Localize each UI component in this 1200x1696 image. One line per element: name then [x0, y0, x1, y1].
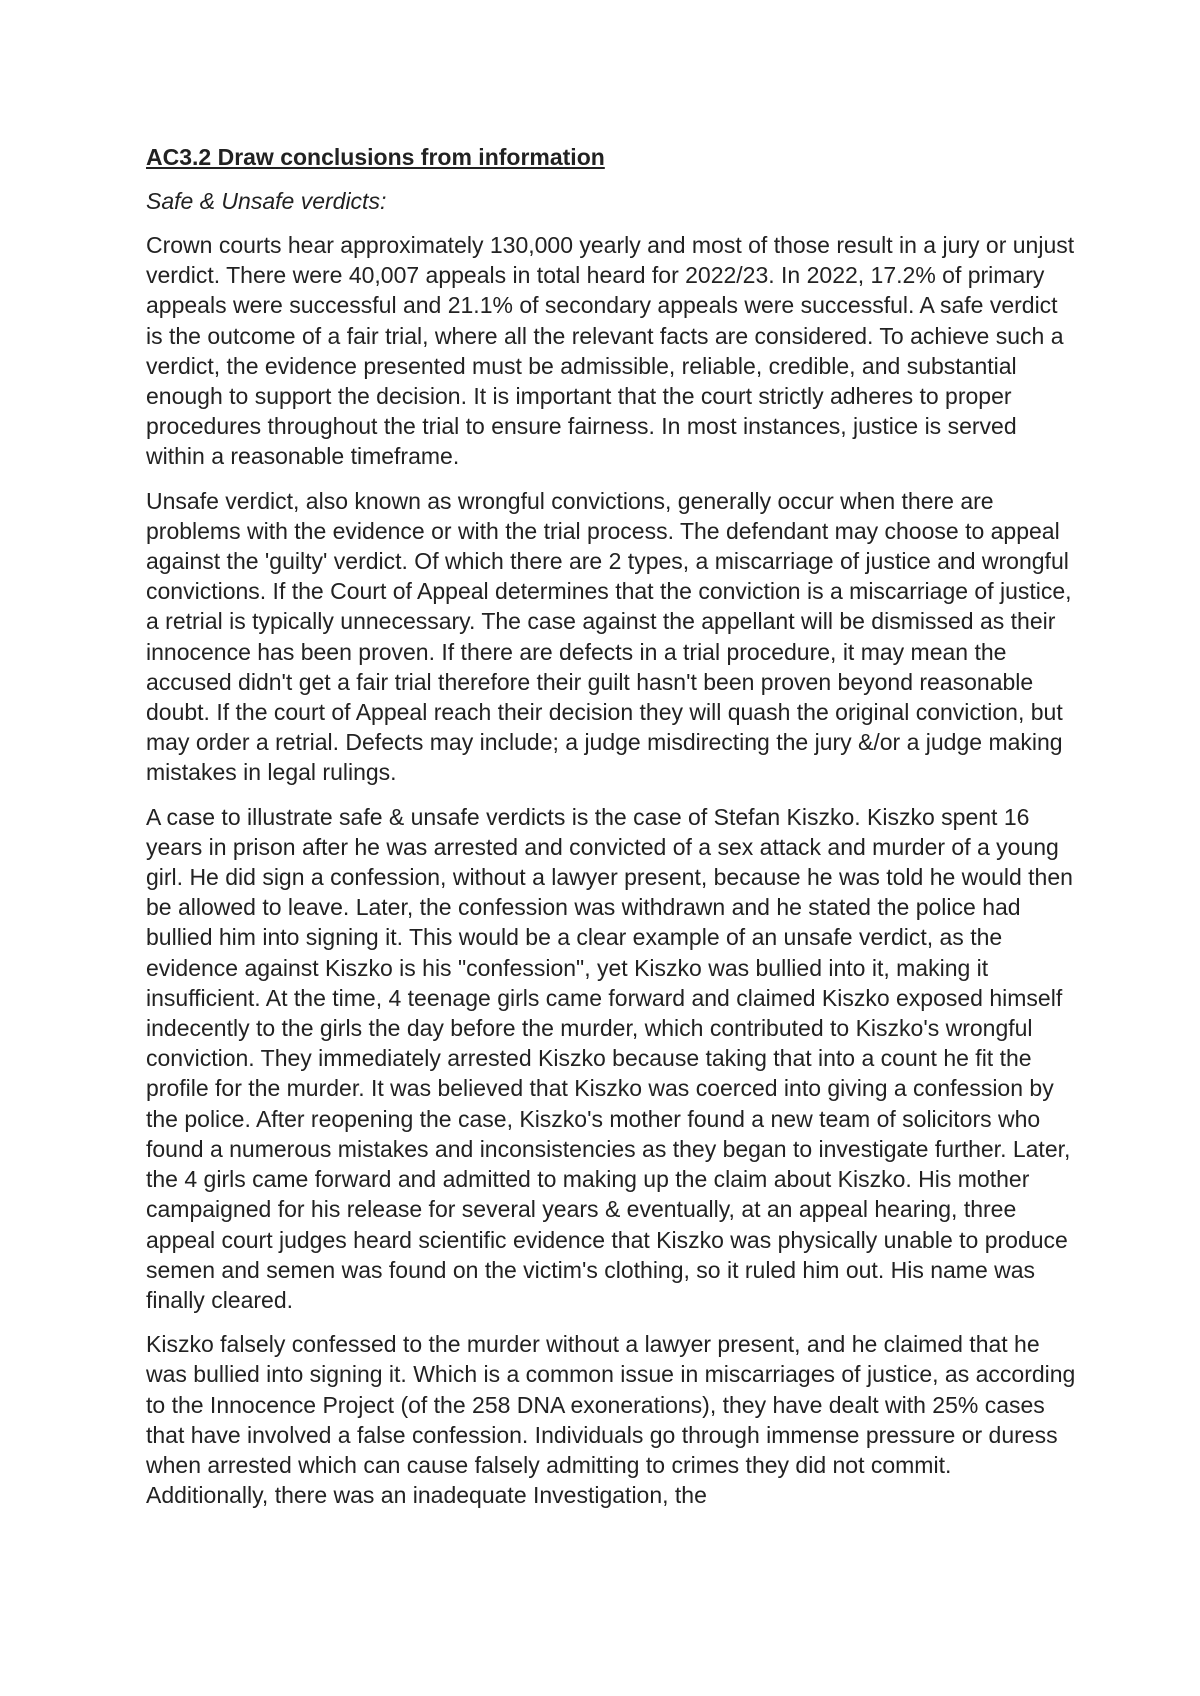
- paragraph-4: Kiszko falsely confessed to the murder without a lawyer present, and he claimed that he was bullied into signing it. Which is a common issue in miscarriages of justice, as according to the Innocence Project (of the 258 DNA exonerations), they have dealt with 25% cases that have involved a false confession. Individuals go through immense pressure or duress when arrested which can cause falsely admitting to crimes they did not commit. Additionally, there was an inadequate Investigation, the: [146, 1331, 1076, 1509]
- document-body: [146, 142, 1076, 1524]
- section-heading: AC3.2 Draw conclusions from information: [146, 144, 605, 170]
- paragraph-2: Unsafe verdict, also known as wrongful convictions, generally occur when there are problems with the evidence or with the trial process. The defendant may choose to appeal against the 'guilty' verdict. Of which there are 2 types, a miscarriage of justice and wrongful convictions. If the Court of Appeal determines that the conviction is a miscarriage of justice, a retrial is typically unnecessary. The case against the appellant will be dismissed as their innocence has been proven. If there are defects in a trial procedure, it may mean the accused didn't get a fair trial therefore their guilt hasn't been proven beyond reasonable doubt. If the court of Appeal reach their decision they will quash the original conviction, but may order a retrial. Defects may include; a judge misdirecting the jury &/or a judge making mistakes in legal rulings.: [146, 487, 1072, 786]
- section-subheading: Safe & Unsafe verdicts:: [146, 188, 387, 214]
- paragraph-3: A case to illustrate safe & unsafe verdicts is the case of Stefan Kiszko. Kiszko spent 16 years in prison after he was arrested and convicted of a sex attack and murder of a young girl. He did sign a confession, without a lawyer present, because he was told he would then be allowed to leave. Later, the confession was withdrawn and he stated the police had bullied him into signing it. This would be a clear example of an unsafe verdict, as the evidence against Kiszko is his "confession", yet Kiszko was bullied into it, making it insufficient. At the time, 4 teenage girls came forward and claimed Kiszko exposed himself indecently to the girls the day before the murder, which contributed to Kiszko's wrongful conviction. They immediately arrested Kiszko because taking that into a count he fit the profile for the murder. It was believed that Kiszko was coerced into giving a confession by the police. After reopening the case, Kiszko's mother found a new team of solicitors who found a numerous mistakes and inconsistencies as they began to investigate further. Later, the 4 girls came forward and admitted to making up the claim about Kiszko. His mother campaigned for his release for several years & eventually, at an appeal hearing, three appeal court judges heard scientific evidence that Kiszko was physically unable to produce semen and semen was found on the victim's clothing, so it ruled him out. His name was finally cleared.: [146, 803, 1073, 1313]
- paragraph-1: Crown courts hear approximately 130,000 yearly and most of those result in a jury or unjust verdict. There were 40,007 appeals in total heard for 2022/23. In 2022, 17.2% of primary appeals were successful and 21.1% of secondary appeals were successful. A safe verdict is the outcome of a fair trial, where all the relevant facts are considered. To achieve such a verdict, the evidence presented must be admissible, reliable, credible, and substantial enough to support the decision. It is important that the court strictly adheres to proper procedures throughout the trial to ensure fairness. In most instances, justice is served within a reasonable timeframe.: [146, 232, 1075, 470]
